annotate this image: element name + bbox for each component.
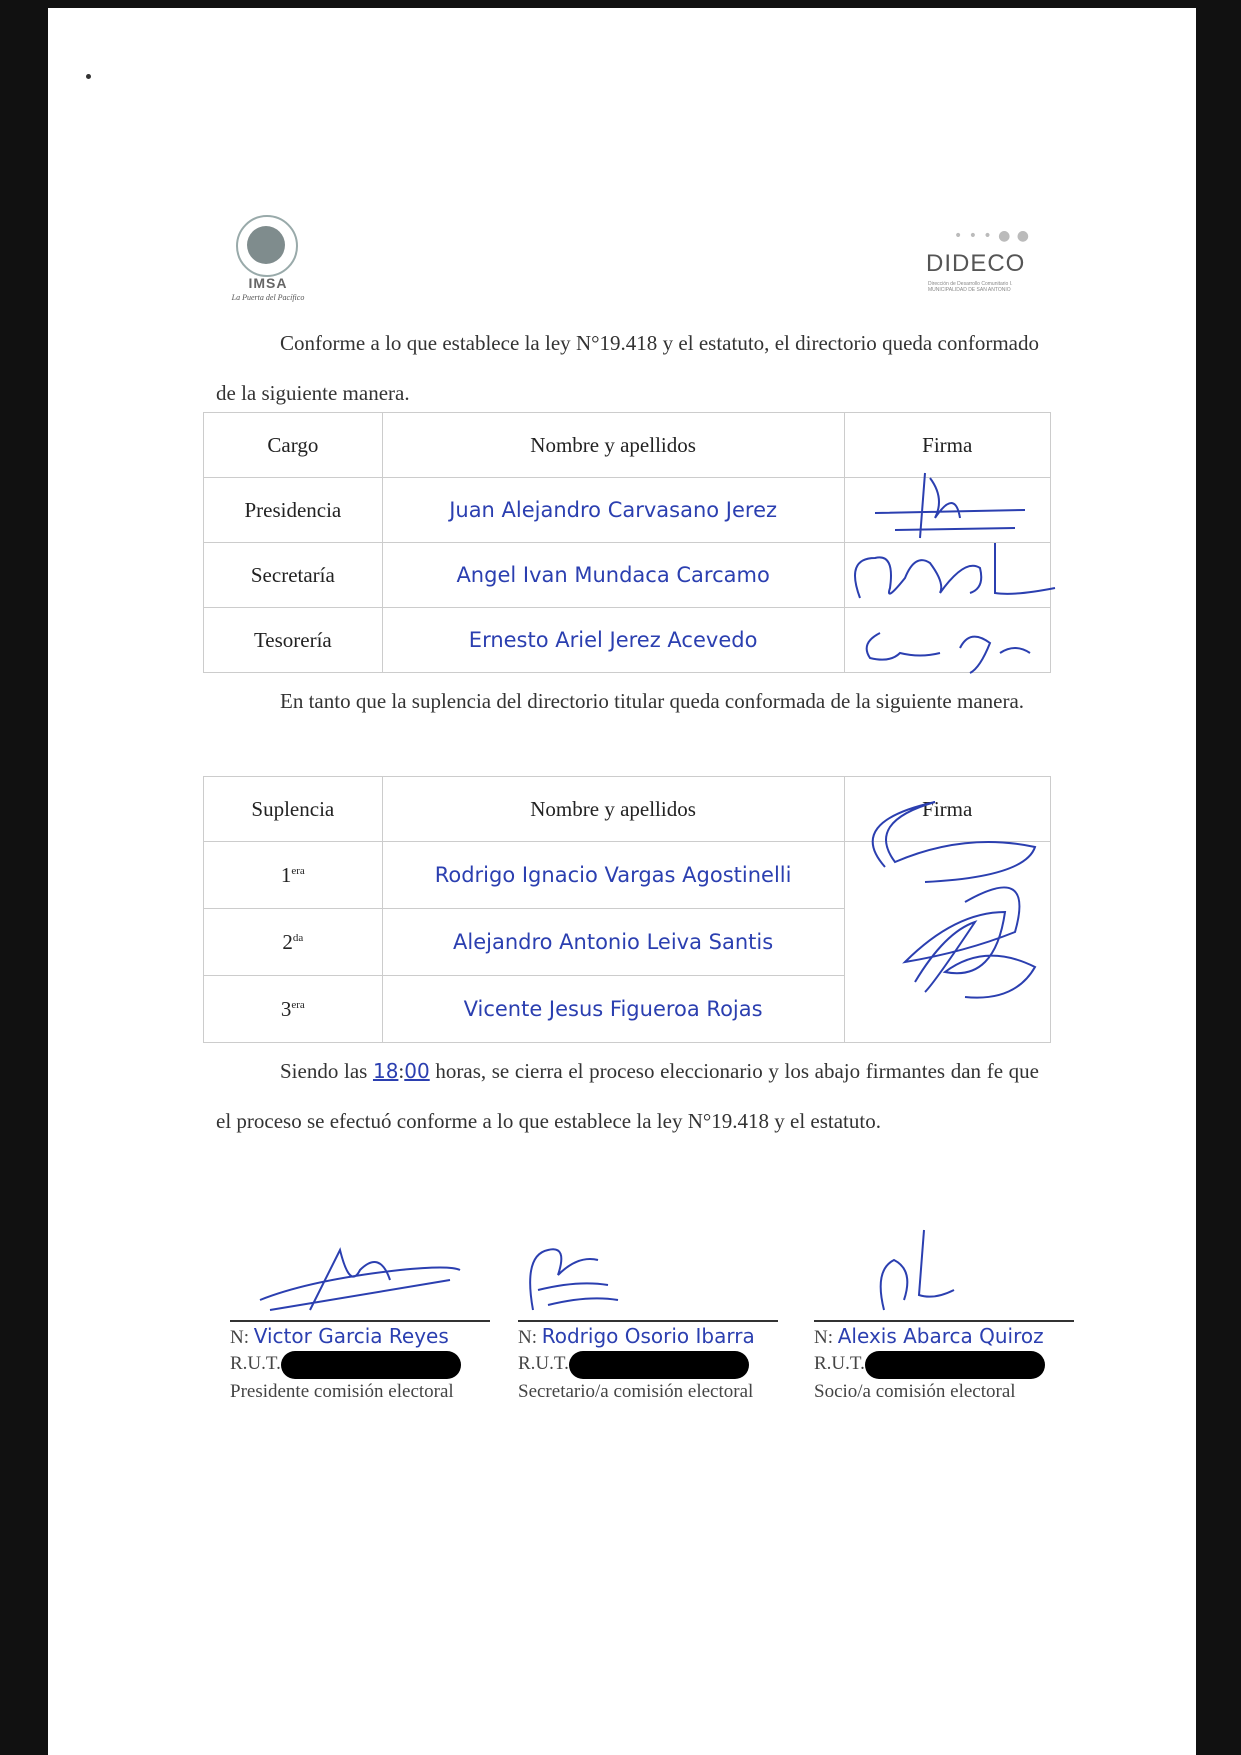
ordinal-number: 3 [280,996,292,1021]
imsa-logo-name: IMSA [248,275,288,291]
closing-text-after: horas, se cierra el proceso eleccionario y los abajo firmantes dan fe que el proceso se efectuó conforme a lo que establece la ley N°19.418 y el estatuto. [216,1059,1039,1133]
directorio-table [203,412,1051,673]
ordinal-suffix: era [291,864,305,877]
signature-presidencia [844,478,1050,543]
signature-suplencia [844,842,1051,1043]
commission-block-socio [814,1320,1074,1406]
redaction-bar [569,1351,749,1379]
nombre-cell: Vicente Jesus Figueroa Rojas [382,976,844,1043]
ordinal-number: 1 [280,862,292,887]
nombre-cell: Angel Ivan Mundaca Carcamo [382,543,844,608]
signature-tesoreria [844,608,1050,673]
commission-name-row [518,1322,778,1350]
cargo-cell: Presidencia [204,478,383,543]
commission-name: Victor Garcia Reyes [253,1324,449,1348]
commission-name-row [230,1322,490,1350]
commission-role: Presidente comisión electoral [230,1381,454,1402]
suplencia-paragraph: En tanto que la suplencia del directorio titular queda conformada de la siguiente manera. [280,689,1025,713]
commission-block-presidente [230,1320,490,1406]
suplencia-num-cell [204,842,383,909]
dideco-logo-subtitle: Dirección de Desarrollo Comunitario I. MUNICIPALIDAD DE SAN ANTONIO [928,281,1013,293]
table-row [204,608,1051,673]
scan-speck [86,74,91,79]
header-nombre: Nombre y apellidos [382,413,844,478]
closing-paragraph [216,1046,1039,1146]
commission-rut-row [814,1350,1074,1378]
header-cargo: Cargo [204,413,383,478]
dideco-dots-icon: • • • ● ● [954,228,1031,244]
signature-secretaria [844,543,1050,608]
rut-label: R.U.T. [518,1353,569,1374]
commission-name: Alexis Abarca Quiroz [837,1324,1044,1348]
suplencia-table [203,776,1051,1043]
header-suplencia: Suplencia [204,777,383,842]
commission-role: Socio/a comisión electoral [814,1381,1016,1402]
closing-separator: : [398,1059,405,1083]
imsa-logo-motto: La Puerta del Pacífico [231,293,305,302]
table-row [204,543,1051,608]
suplencia-num-cell [204,909,383,976]
cargo-cell: Secretaría [204,543,383,608]
table-row [204,478,1051,543]
ordinal-suffix: da [292,931,304,944]
ordinal-number: 2 [282,929,293,954]
closing-text-before: Siendo las [280,1059,368,1083]
dideco-logo-name: DIDECO [926,250,1026,277]
rut-label: R.U.T. [230,1353,281,1374]
nombre-cell: Juan Alejandro Carvasano Jerez [382,478,844,543]
nombre-cell: Ernesto Ariel Jerez Acevedo [382,608,844,673]
closing-minutes: 00 [404,1059,430,1083]
header-nombre: Nombre y apellidos [382,777,844,842]
commission-role: Secretario/a comisión electoral [518,1381,754,1402]
commission-rut-row [518,1350,778,1378]
header-firma: Firma [844,413,1050,478]
header-firma: Firma [844,777,1051,842]
ordinal-suffix: era [291,998,305,1011]
n-label: N: [230,1327,249,1348]
commission-name-row [814,1322,1074,1350]
n-label: N: [814,1327,833,1348]
nombre-cell: Rodrigo Ignacio Vargas Agostinelli [382,842,844,909]
table-row [204,842,1051,909]
commission-block-secretario [518,1320,778,1406]
suplencia-num-cell [204,976,383,1043]
imsa-seal-emblem [247,226,285,264]
imsa-logo [218,215,318,310]
cargo-cell: Tesorería [204,608,383,673]
commission-name: Rodrigo Osorio Ibarra [541,1324,755,1348]
redaction-bar [865,1351,1045,1379]
closing-hour: 18 [372,1059,399,1083]
commission-rut-row [230,1350,490,1378]
rut-label: R.U.T. [814,1353,865,1374]
redaction-bar [281,1351,461,1379]
n-label: N: [518,1327,537,1348]
nombre-cell: Alejandro Antonio Leiva Santis [382,909,844,976]
intro-paragraph: Conforme a lo que establece la ley N°19.418 y el estatuto, el directorio queda conformado de la siguiente manera. [216,331,1039,405]
dideco-logo [920,228,1040,298]
